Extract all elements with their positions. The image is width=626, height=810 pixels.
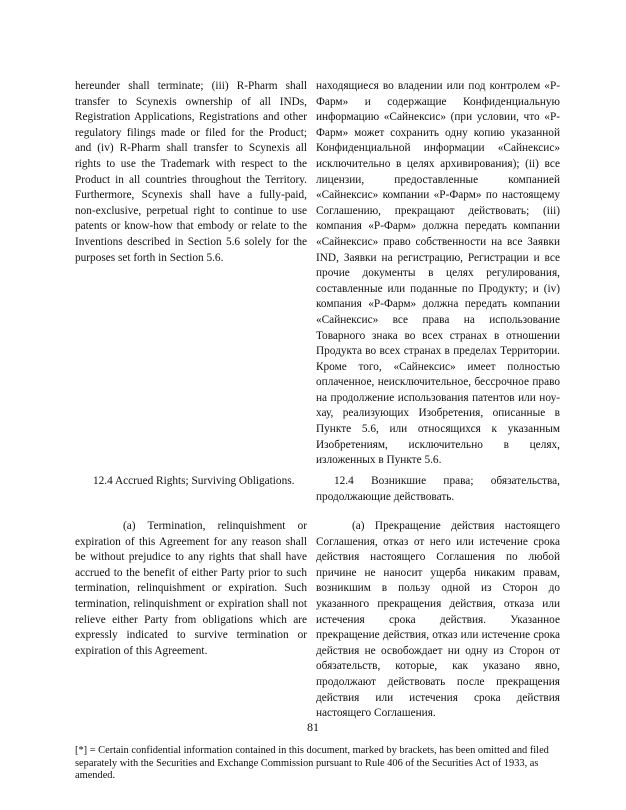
- russian-continuation-text: находящиеся во владении или под контролем «Р-Фарм» и содержащие Конфиденциальную информацию «Сайнексис» (при условии, что «Р-Фарм» может сохранить одну копию указанной Конфиденциальной информации «Сайнексис» исключительно в целях архивирования); (ii) все лицензии, предоставленные компанией «Сайнексис» компании «Р-Фарм» по настоящему Соглашению, прекращают действовать; (iii) компания «Р-Фарм» должна передать компании «Сайнексис» право собственности на все Заявки IND, Заявки на регистрацию, Регистрации и все прочие документы в целях регулирования, составленные или поданные по Продукту; и (iv) компания «Р-Фарм» должна передать компании «Сайнексис» все права на использование Товарного знака во всех странах в отношении Продукта во всех странах в пределах Территории. Кроме того, «Сайнексис» имеет полностью оплаченное, неисключительное, бессрочное право на продолжение использования патентов или ноу-хау, реализующих Изобретения, описанные в Пункте 5.6, или относящихся к указанным Изобретениям, исключительно в целях, изложенных в Пункте 5.6.: [316, 80, 560, 467]
- russian-section-heading: [316, 474, 560, 505]
- page-number: 81: [307, 720, 319, 734]
- english-heading-text: 12.4 Accrued Rights; Surviving Obligations.: [93, 475, 295, 487]
- russian-paragraph-a: [316, 519, 560, 722]
- english-column-continuation: [75, 79, 307, 266]
- russian-column-continuation: [316, 79, 560, 469]
- english-paragraph-a: [75, 519, 307, 659]
- english-continuation-text: hereunder shall terminate; (iii) R-Pharm shall transfer to Scynexis ownership of all INDs, Registration Applications, Registrations and other regulatory filings made or filed for the Product; and (iv) R-Pharm shall transfer to Scynexis all rights to use the Trademark with respect to the Product in all countries throughout the Territory. Furthermore, Scynexis shall have a fully-paid, non-exclusive, perpetual right to continue to use patents or know-how that embody or relate to the Inventions described in Section 5.6 solely for the purposes set forth in Section 5.6.: [75, 80, 307, 264]
- russian-heading-text: 12.4 Возникшие права; обязательства, продолжающие действовать.: [316, 475, 560, 503]
- confidentiality-footnote: [*] = Certain confidential information contained in this document, marked by brackets, has been omitted and filed separately with the Securities and Exchange Commission pursuant to Rule 406 of the Securities Act of 1933, as amended.: [75, 745, 549, 781]
- english-paragraph-a-text: (a) Termination, relinquishment or expiration of this Agreement for any reason shall be without prejudice to any rights that shall have accrued to the benefit of either Party prior to such termination, relinquishment or expiration. Such termination, relinquishment or expiration shall not relieve either Party from obligations which are expressly indicated to survive termination or expiration of this Agreement.: [75, 520, 307, 657]
- english-section-heading: [75, 474, 307, 490]
- russian-paragraph-a-text: (a) Прекращение действия настоящего Соглашения, отказ от него или истечение срока действия настоящего Соглашения по любой причине не наносит ущерба никаким правам, возникшим в пользу одной из Сторон до указанного прекращения действия, отказа или истечения срока действия. Указанное прекращение действия, отказ или истечение срока действия не освобождает ни одну из Сторон от обязательств, которые, как указано явно, продолжают действовать после прекращения действия или истечения срока действия настоящего Соглашения.: [316, 520, 560, 720]
